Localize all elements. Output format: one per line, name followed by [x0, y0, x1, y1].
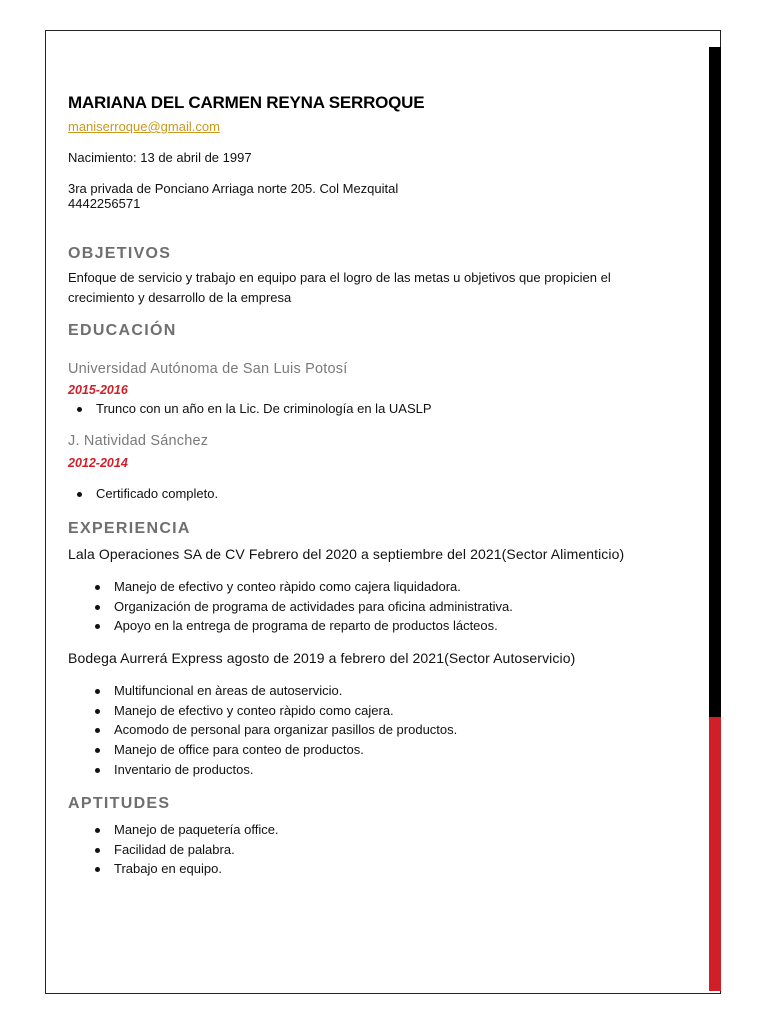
list-item: Acomodo de personal para organizar pasillos de productos. — [114, 720, 457, 740]
objectives-text: Enfoque de servicio y trabajo en equipo para el logro de las metas u objetivos que propicien el crecimiento y desarrollo de la empresa — [68, 270, 611, 305]
education-years: 2012-2014 — [68, 456, 128, 470]
address: 3ra privada de Ponciano Arriaga norte 205. Col Mezquital — [68, 181, 399, 196]
job-heading: Bodega Aurrerá Express agosto de 2019 a febrero del 2021(Sector Autoservicio) — [68, 650, 576, 666]
list-item: Trunco con un año en la Lic. De criminología en la UASLP — [96, 399, 432, 419]
list-item: Facilidad de palabra. — [114, 840, 279, 860]
list-item: Apoyo en la entrega de programa de reparto de productos lácteos. — [114, 616, 513, 636]
list-item: Manejo de office para conteo de productos. — [114, 740, 457, 760]
section-title-experience: EXPERIENCIA — [68, 520, 191, 537]
job-heading: Lala Operaciones SA de CV Febrero del 2020 a septiembre del 2021(Sector Alimenticio) — [68, 546, 625, 562]
section-title-education: EDUCACIÓN — [68, 322, 177, 339]
email-link[interactable]: maniserroque@gmail.com — [68, 119, 220, 134]
list-item: Certificado completo. — [96, 484, 218, 504]
list-item: Multifuncional en àreas de autoservicio. — [114, 681, 457, 701]
job-duties-list — [114, 577, 513, 636]
list-item: Manejo de paquetería office. — [114, 820, 279, 840]
section-title-skills: APTITUDES — [68, 795, 171, 812]
education-items-list — [96, 399, 432, 419]
phone-number: 4442256571 — [68, 196, 141, 211]
education-items-list — [96, 484, 218, 504]
education-institution: J. Natividad Sánchez — [68, 433, 209, 449]
list-item: Organización de programa de actividades para oficina administrativa. — [114, 597, 513, 617]
decorative-bar-black — [709, 47, 721, 717]
list-item: Manejo de efectivo y conteo ràpido como cajera. — [114, 701, 457, 721]
decorative-bar-red — [709, 717, 721, 991]
birth-date: Nacimiento: 13 de abril de 1997 — [68, 150, 252, 165]
education-years: 2015-2016 — [68, 383, 128, 397]
section-title-objectives: OBJETIVOS — [68, 245, 172, 262]
list-item: Inventario de productos. — [114, 760, 457, 780]
skills-list — [114, 820, 279, 879]
applicant-name: MARIANA DEL CARMEN REYNA SERROQUE — [68, 93, 425, 112]
list-item: Trabajo en equipo. — [114, 859, 279, 879]
job-duties-list — [114, 681, 457, 779]
list-item: Manejo de efectivo y conteo ràpido como cajera liquidadora. — [114, 577, 513, 597]
education-institution: Universidad Autónoma de San Luis Potosí — [68, 361, 348, 377]
